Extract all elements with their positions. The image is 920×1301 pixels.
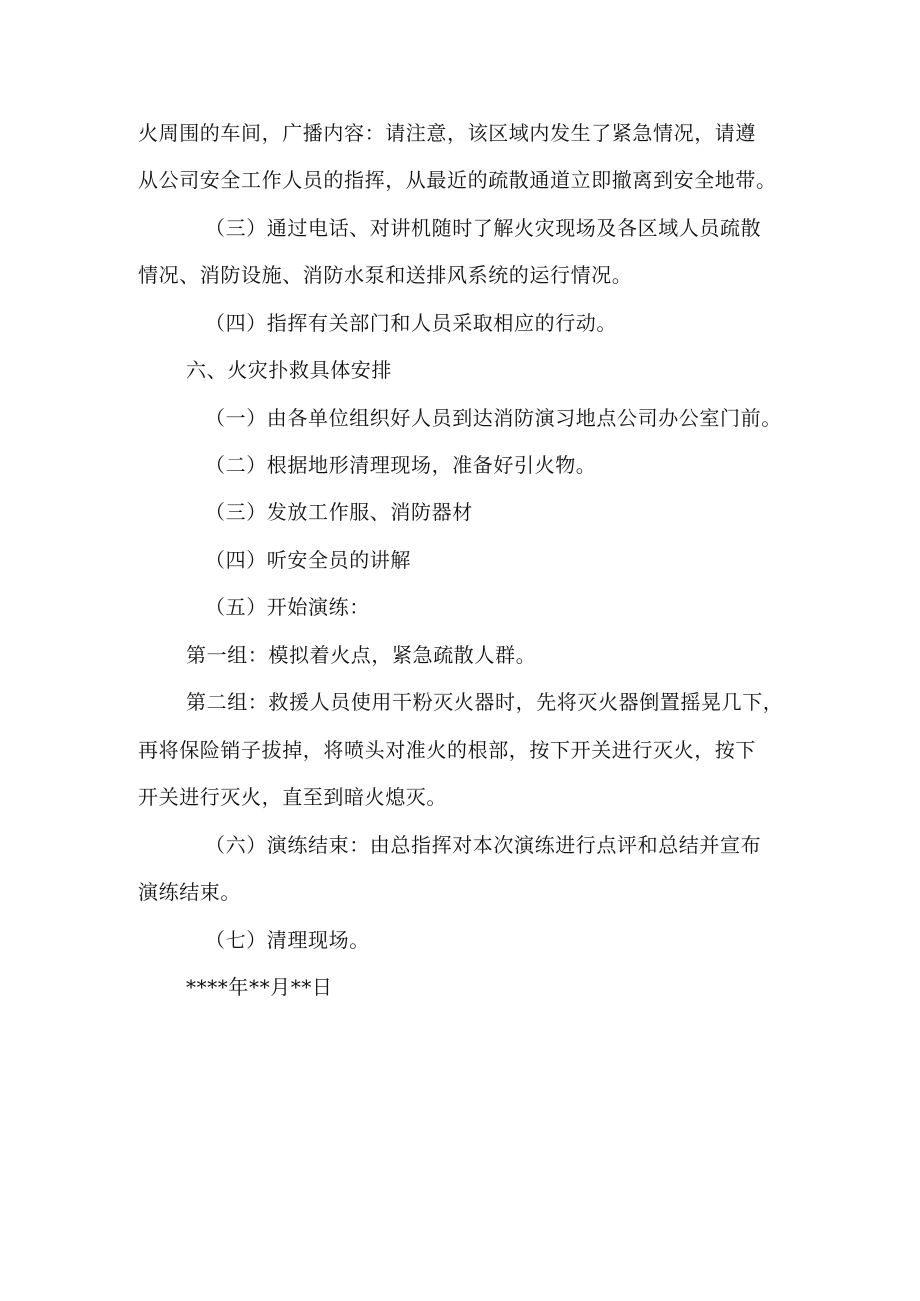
paragraph-line: 情况、消防设施、消防水泵和送排风系统的运行情况。	[138, 263, 633, 287]
group-item: 第一组：模拟着火点，紧急疏散人群。	[186, 643, 537, 667]
list-item: （六）演练结束：由总指挥对本次演练进行点评和总结并宣布	[205, 833, 762, 857]
list-item: （一）由各单位组织好人员到达消防演习地点公司办公室门前。	[205, 406, 782, 430]
section-heading: 六、火灾扑救具体安排	[186, 358, 392, 382]
list-item: （五）开始演练：	[205, 595, 370, 619]
paragraph-line: 再将保险销子拔掉，将喷头对准火的根部，按下开关进行灭火，按下	[138, 738, 756, 762]
list-item: （四）听安全员的讲解	[205, 548, 411, 572]
paragraph-line: 开关进行灭火，直至到暗火熄灭。	[138, 785, 447, 809]
list-item: （二）根据地形清理现场，准备好引火物。	[205, 453, 597, 477]
paragraph-line: 从公司安全工作人员的指挥，从最近的疏散通道立即撤离到安全地带。	[138, 168, 777, 192]
group-item: 第二组：救援人员使用干粉灭火器时，先将灭火器倒置摇晃几下，	[186, 690, 784, 714]
paragraph-line: 演练结束。	[138, 880, 241, 904]
list-item: （三）发放工作服、消防器材	[205, 500, 473, 524]
paragraph-line: （三）通过电话、对讲机随时了解火灾现场及各区域人员疏散	[205, 216, 762, 240]
paragraph-line: （四）指挥有关部门和人员采取相应的行动。	[205, 311, 617, 335]
list-item: （七）清理现场。	[205, 928, 370, 952]
date-line: ****年**月**日	[186, 975, 333, 999]
paragraph-line: 火周围的车间，广播内容：请注意，该区域内发生了紧急情况，请遵	[138, 121, 756, 145]
